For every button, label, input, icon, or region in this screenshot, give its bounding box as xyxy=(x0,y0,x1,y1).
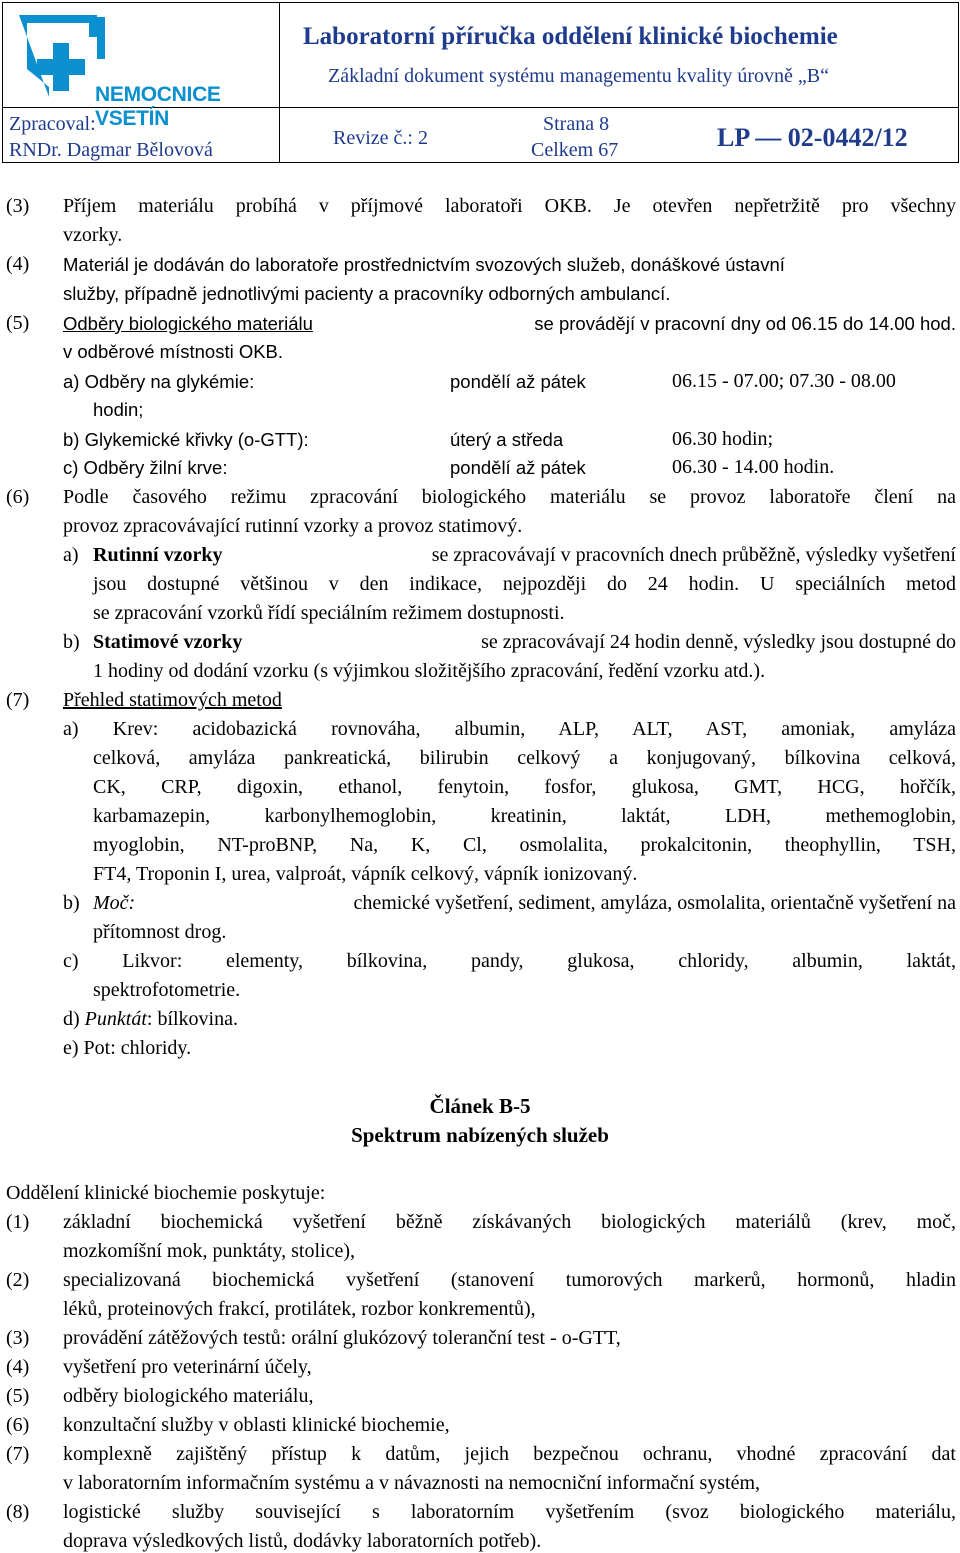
paragraph-line xyxy=(93,630,956,654)
list-number: (1) xyxy=(6,1211,30,1233)
page-number: Strana 8 xyxy=(543,113,610,135)
list-item: základní biochemická vyšetření běžně získávaných biologických materiálů (krev, moč, xyxy=(63,1211,956,1233)
revision: Revize č.: 2 xyxy=(333,127,428,149)
prepared-by: RNDr. Dagmar Bělovová xyxy=(9,139,213,161)
list-item: specializovaná biochemická vyšetření (stanovení tumorových markerů, hormonů, hladin xyxy=(63,1269,956,1291)
paragraph-line: Příjem materiálu probíhá v příjmové laboratoři OKB. Je otevřen nepřetržitě pro všechny xyxy=(63,195,956,217)
schedule-time-cont: hodin; xyxy=(93,399,144,420)
schedule-days: pondělí až pátek xyxy=(450,457,586,478)
paragraph-line: jsou dostupné většinou v den indikace, nejpozději do 24 hodin. U speciálních metod xyxy=(93,573,956,595)
paragraph-text: se zpracovávají 24 hodin denně, výsledky jsou dostupné do xyxy=(481,631,956,653)
paragraph-line: a) Krev: acidobazická rovnováha, albumin, ALP, ALT, AST, amoniak, amyláza xyxy=(63,718,956,740)
services-intro: Oddělení klinické biochemie poskytuje: xyxy=(6,1182,326,1204)
list-item: logistické služby související s laboratorním vyšetřením (svoz biologického materiálu, xyxy=(63,1501,956,1523)
schedule-time: 06.30 hodin; xyxy=(672,428,774,450)
document-header xyxy=(2,2,959,163)
paragraph-text: chemické vyšetření, sediment, amyláza, osmolalita, orientačně vyšetření na xyxy=(353,892,956,914)
article-title: Článek B-5 xyxy=(429,1094,531,1118)
bold-term: Rutinní vzorky xyxy=(93,544,223,566)
list-item: odběry biologického materiálu, xyxy=(63,1385,314,1407)
list-number: (4) xyxy=(6,1356,30,1378)
document-code: LP — 02-0442/12 xyxy=(717,123,908,152)
paragraph-line: v odběrové místnosti OKB. xyxy=(63,341,284,362)
paragraph-text: : bílkovina. xyxy=(146,1008,238,1030)
italic-term: Punktát xyxy=(84,1008,147,1030)
list-number: (5) xyxy=(6,1385,30,1407)
header-divider xyxy=(279,3,280,162)
italic-term: Moč: xyxy=(93,892,136,914)
paragraph-line: myoglobin, NT-proBNP, Na, K, Cl, osmolalita, prokalcitonin, theophyllin, TSH, xyxy=(93,834,956,856)
list-item: léků, proteinových frakcí, protilátek, rozbor konkrementů), xyxy=(63,1298,536,1320)
bold-term: Statimové vzorky xyxy=(93,631,243,653)
schedule-label: c) Odběry žilní krve: xyxy=(63,457,228,478)
document-title: Laboratorní příručka oddělení klinické biochemie xyxy=(303,23,838,50)
list-item: provádění zátěžových testů: orální glukózový toleranční test - o-GTT, xyxy=(63,1327,621,1349)
prepared-label: Zpracoval: xyxy=(9,113,96,135)
list-item: doprava výsledkových listů, dodávky laboratorních potřeb). xyxy=(63,1530,542,1552)
paragraph-line: celková, amyláza pankreatická, bilirubin celkový a konjugovaný, bílkovina celková, xyxy=(93,747,956,769)
paragraph-text: se provádějí v pracovní dny od 06.15 do 14.00 hod. xyxy=(534,313,956,334)
list-item: vyšetření pro veterinární účely, xyxy=(63,1356,312,1378)
paragraph-line: e) Pot: chloridy. xyxy=(63,1037,192,1059)
list-number: (6) xyxy=(6,486,30,508)
paragraph-line: spektrofotometrie. xyxy=(93,979,241,1001)
paragraph-line xyxy=(63,1007,238,1031)
paragraph-line: karbamazepin, karbonylhemoglobin, kreatinin, laktát, LDH, methemoglobin, xyxy=(93,805,956,827)
list-item: v laboratorním informačním systému a v návaznosti na nemocniční informační systém, xyxy=(63,1472,761,1494)
paragraph-text: se zpracovávají v pracovních dnech průběžně, výsledky vyšetření xyxy=(431,544,956,566)
item-prefix: b) xyxy=(63,892,80,914)
paragraph-line: vzorky. xyxy=(63,224,123,246)
list-item: mozkomíšní mok, punktáty, stolice), xyxy=(63,1240,356,1262)
schedule-label: a) Odběry na glykémie: xyxy=(63,371,255,392)
paragraph-line: FT4, Troponin I, urea, valproát, vápník celkový, vápník ionizovaný. xyxy=(93,863,638,885)
paragraph-line: 1 hodiny od dodání vzorku (s výjimkou složitějšího zpracování, ředění vzorku atd.). xyxy=(93,660,766,682)
schedule-days: úterý a středa xyxy=(450,429,564,450)
section-heading: Přehled statimových metod xyxy=(63,689,282,711)
paragraph-line: Materiál je dodáván do laboratoře prostřednictvím svozových služeb, donáškové ústavní xyxy=(63,254,785,275)
underlined-phrase: Odběry biologického materiálu xyxy=(63,313,313,334)
logo-text: NEMOCNICE VSETÍN xyxy=(95,83,221,130)
paragraph-line: se zpracování vzorků řídí speciálním režimem dostupnosti. xyxy=(93,602,565,624)
list-number: (8) xyxy=(6,1501,30,1523)
document-subtitle: Základní dokument systému managementu kvality úrovně „B“ xyxy=(328,65,829,87)
schedule-time: 06.15 - 07.00; 07.30 - 08.00 xyxy=(672,370,896,392)
list-number: (7) xyxy=(6,1443,30,1465)
list-number: (3) xyxy=(6,1327,30,1349)
paragraph-line: služby, případně jednotlivými pacienty a pracovníky odborných ambulancí. xyxy=(63,283,671,304)
schedule-time: 06.30 - 14.00 hodin. xyxy=(672,456,835,478)
list-number: (4) xyxy=(6,253,30,275)
item-prefix: d) xyxy=(63,1008,80,1030)
paragraph-line xyxy=(93,891,956,915)
paragraph-line xyxy=(63,312,956,336)
schedule-days: pondělí až pátek xyxy=(450,371,586,392)
paragraph-line: CK, CRP, digoxin, ethanol, fenytoin, fosfor, glukosa, GMT, HCG, hořčík, xyxy=(93,776,956,798)
page-total: Celkem 67 xyxy=(531,139,619,161)
article-subtitle: Spektrum nabízených služeb xyxy=(351,1123,609,1147)
paragraph-line xyxy=(93,543,956,567)
paragraph-line: c) Likvor: elementy, bílkovina, pandy, glukosa, chloridy, albumin, laktát, xyxy=(63,950,956,972)
list-item: konzultační služby v oblasti klinické biochemie, xyxy=(63,1414,450,1436)
list-number: (5) xyxy=(6,312,30,334)
list-number: (7) xyxy=(6,689,30,711)
list-number: (2) xyxy=(6,1269,30,1291)
item-prefix: b) xyxy=(63,631,80,653)
paragraph-line: provoz zpracovávající rutinní vzorky a provoz statimový. xyxy=(63,515,523,537)
list-item: komplexně zajištěný přístup k datům, jejich bezpečnou ochranu, vhodné zpracování dat xyxy=(63,1443,956,1465)
list-number: (3) xyxy=(6,195,30,217)
paragraph-line: přítomnost drog. xyxy=(93,921,227,943)
paragraph-line: Podle časového režimu zpracování biologického materiálu se provoz laboratoře člení na xyxy=(63,486,956,508)
item-prefix: a) xyxy=(63,544,79,566)
list-number: (6) xyxy=(6,1414,30,1436)
schedule-label: b) Glykemické křivky (o-GTT): xyxy=(63,429,309,450)
